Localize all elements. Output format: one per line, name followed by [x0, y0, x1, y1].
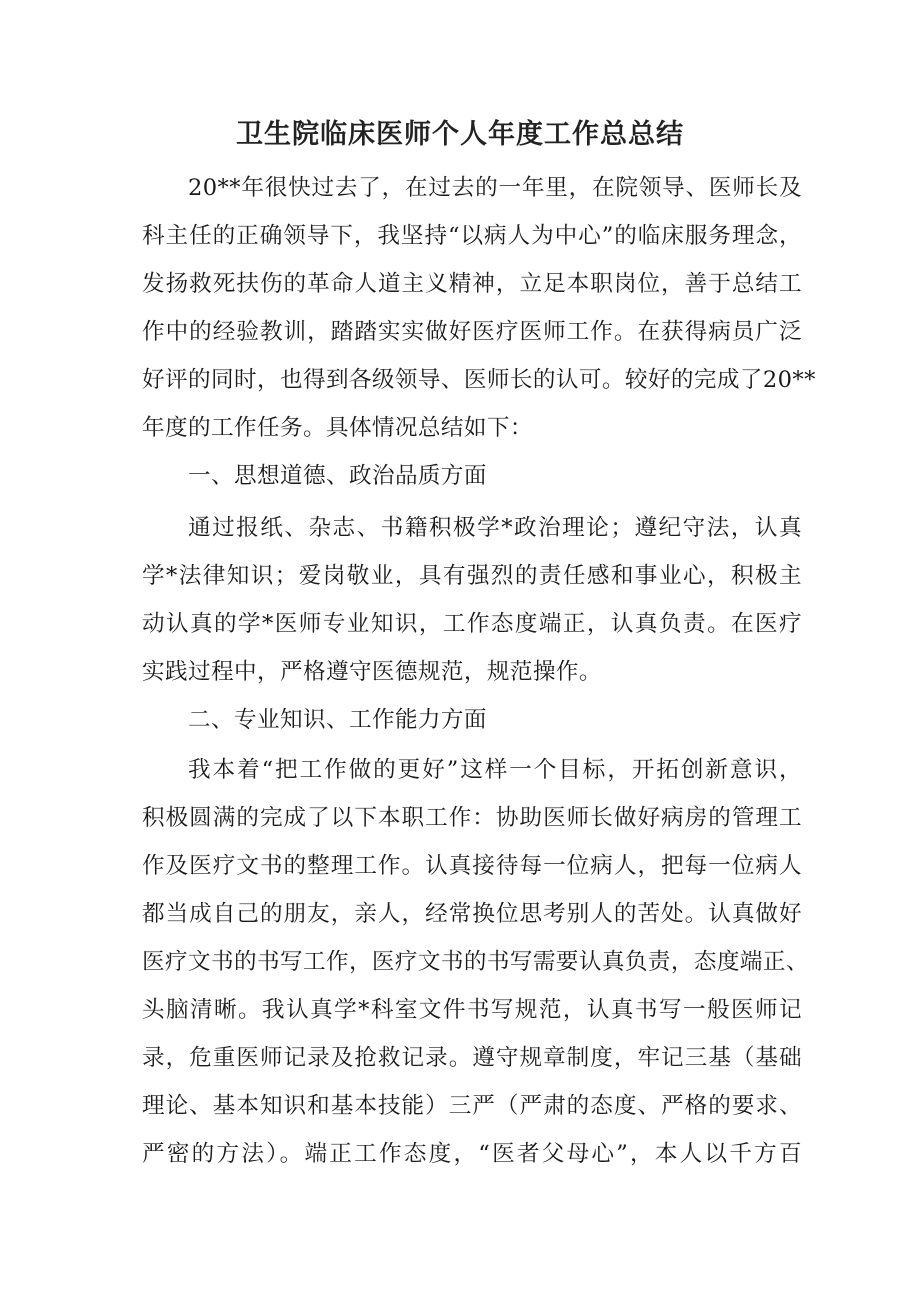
section-heading: 一、思想道德、政治品质方面 [188, 463, 487, 489]
paragraph-line: 都当成自己的朋友，亲人，经常换位思考别人的苦处。认真做好 [142, 901, 802, 927]
paragraph-line: 理论、基本知识和基本技能）三严（严肃的态度、严格的要求、 [142, 1093, 802, 1119]
paragraph-line: 头脑清晰。我认真学*科室文件书写规范，认真书写一般医师记 [142, 997, 802, 1023]
paragraph-line: 作及医疗文书的整理工作。认真接待每一位病人，把每一位病人 [142, 853, 802, 879]
paragraph-line: 医疗文书的书写工作，医疗文书的书写需要认真负责，态度端正、 [142, 949, 809, 975]
paragraph-line: 实践过程中，严格遵守医德规范，规范操作。 [142, 659, 602, 685]
paragraph-line: 我本着“把工作做的更好”这样一个目标，开拓创新意识， [188, 757, 802, 783]
paragraph-line: 通过报纸、杂志、书籍积极学*政治理论；遵纪守法，认真 [188, 515, 802, 541]
paragraph-line: 科主任的正确领导下，我坚持“以病人为中心”的临床服务理念， [142, 223, 802, 249]
paragraph-line: 积极圆满的完成了以下本职工作：协助医师长做好病房的管理工 [142, 805, 802, 831]
paragraph-line: 录，危重医师记录及抢救记录。遵守规章制度，牢记三基（基础 [142, 1045, 802, 1071]
paragraph-line: 动认真的学*医师专业知识，工作态度端正，认真负责。在医疗 [142, 611, 802, 637]
paragraph-line: 20**年很快过去了，在过去的一年里，在院领导、医师长及 [188, 175, 802, 201]
document-title: 卫生院临床医师个人年度工作总总结 [236, 119, 684, 150]
paragraph-line: 学*法律知识；爱岗敬业，具有强烈的责任感和事业心，积极主 [142, 563, 802, 589]
paragraph-line: 发扬救死扶伤的革命人道主义精神，立足本职岗位，善于总结工 [142, 271, 802, 297]
paragraph-line: 严密的方法）。端正工作态度，“医者父母心”，本人以千方百 [142, 1141, 802, 1167]
section-heading: 二、专业知识、工作能力方面 [188, 707, 487, 733]
paragraph-line: 年度的工作任务。具体情况总结如下： [142, 415, 533, 441]
paragraph-line: 好评的同时，也得到各级领导、医师长的认可。较好的完成了20** [142, 367, 816, 393]
paragraph-line: 作中的经验教训，踏踏实实做好医疗医师工作。在获得病员广泛 [142, 319, 802, 345]
